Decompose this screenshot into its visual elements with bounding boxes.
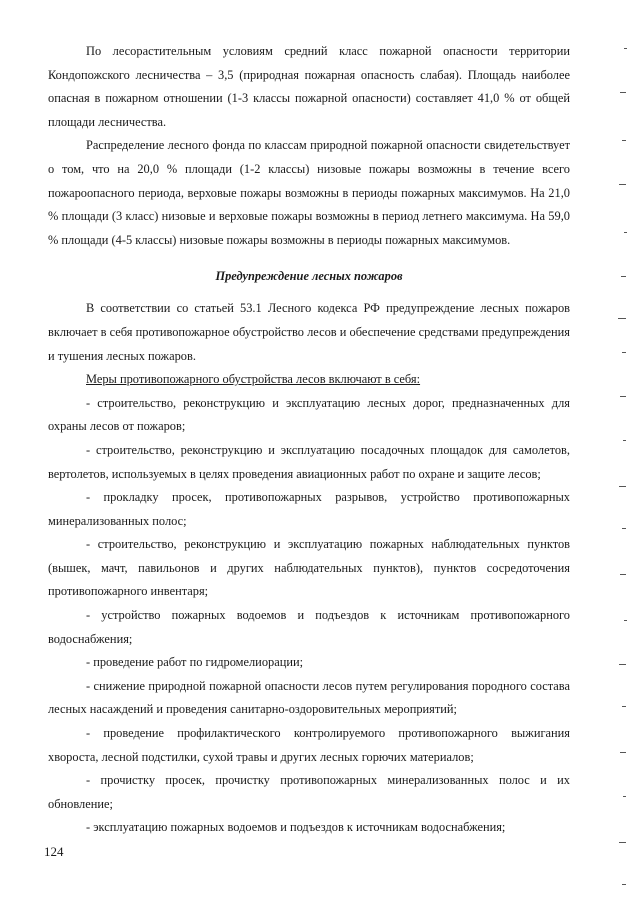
list-item: - снижение природной пожарной опасности лесов путем регулирования породного состава лесных насаждений и проведения санитарно-оздоровительных мероприятий; (48, 678, 570, 717)
document-page (48, 40, 570, 840)
paragraph-fire-class: По лесорастительным условиям средний класс пожарной опасности территории Кондопожского лесничества – 3,5 (природная пожарная опасность слабая). Площадь наиболее опасная в пожарном отношении (1-3 классы пожарной опасности) составляет 41,0 % от общей площади лесничества. (48, 44, 570, 129)
list-item: - строительство, реконструкцию и эксплуатацию лесных дорог, предназначенных для охраны лесов от пожаров; (48, 395, 570, 434)
list-item: - эксплуатацию пожарных водоемов и подъездов к источникам водоснабжения; (86, 820, 506, 835)
list-item: - прокладку просек, противопожарных разрывов, устройство противопожарных минерализованных полос; (48, 490, 570, 528)
list-item: - проведение профилактического контролируемого противопожарного выжигания хвороста, лесной подстилки, сухой травы и других лесных горючих материалов; (48, 726, 570, 764)
measures-heading (48, 368, 570, 392)
list-item: - устройство пожарных водоемов и подъездов к источникам противопожарного водоснабжения; (48, 608, 570, 646)
paragraph-fire-distribution: Распределение лесного фонда по классам природной пожарной опасности свидетельствует о том, что на 20,0 % площади (1-2 классы) низовые пожары возможны в течение всего пожароопасного периода, верховые пожары возможны в периоды пожарных максимумов. На 21,0 % площади (3 класс) низовые и верховые пожары возможны в период летнего максимума. На 59,0 % площади (4-5 классы) низовые пожары возможны в периоды пожарных максимумов. (48, 138, 570, 247)
list-item: - проведение работ по гидромелиорации; (86, 655, 304, 670)
measures-heading-text: Меры противопожарного обустройства лесов включают в себя: (86, 372, 421, 387)
list-item: - прочистку просек, прочистку противопожарных минерализованных полос и их обновление; (48, 773, 570, 811)
page-number: 124 (44, 844, 64, 859)
list-item: - строительство, реконструкцию и эксплуатацию посадочных площадок для самолетов, вертолетов, используемых в целях проведения авиационных работ по охране и защите лесов; (48, 442, 570, 481)
section-title: Предупреждение лесных пожаров (215, 269, 403, 284)
list-item: - строительство, реконструкцию и эксплуатацию пожарных наблюдательных пунктов (вышек, мачт, павильонов и других наблюдательных пунктов), пунктов сосредоточения противопожарного инвентаря; (48, 537, 570, 599)
scan-edge-marks (610, 0, 640, 905)
paragraph-intro: В соответствии со статьей 53.1 Лесного кодекса РФ предупреждение лесных пожаров включает в себя противопожарное обустройство лесов и обеспечение средствами предупреждения и тушения лесных пожаров. (48, 301, 570, 363)
